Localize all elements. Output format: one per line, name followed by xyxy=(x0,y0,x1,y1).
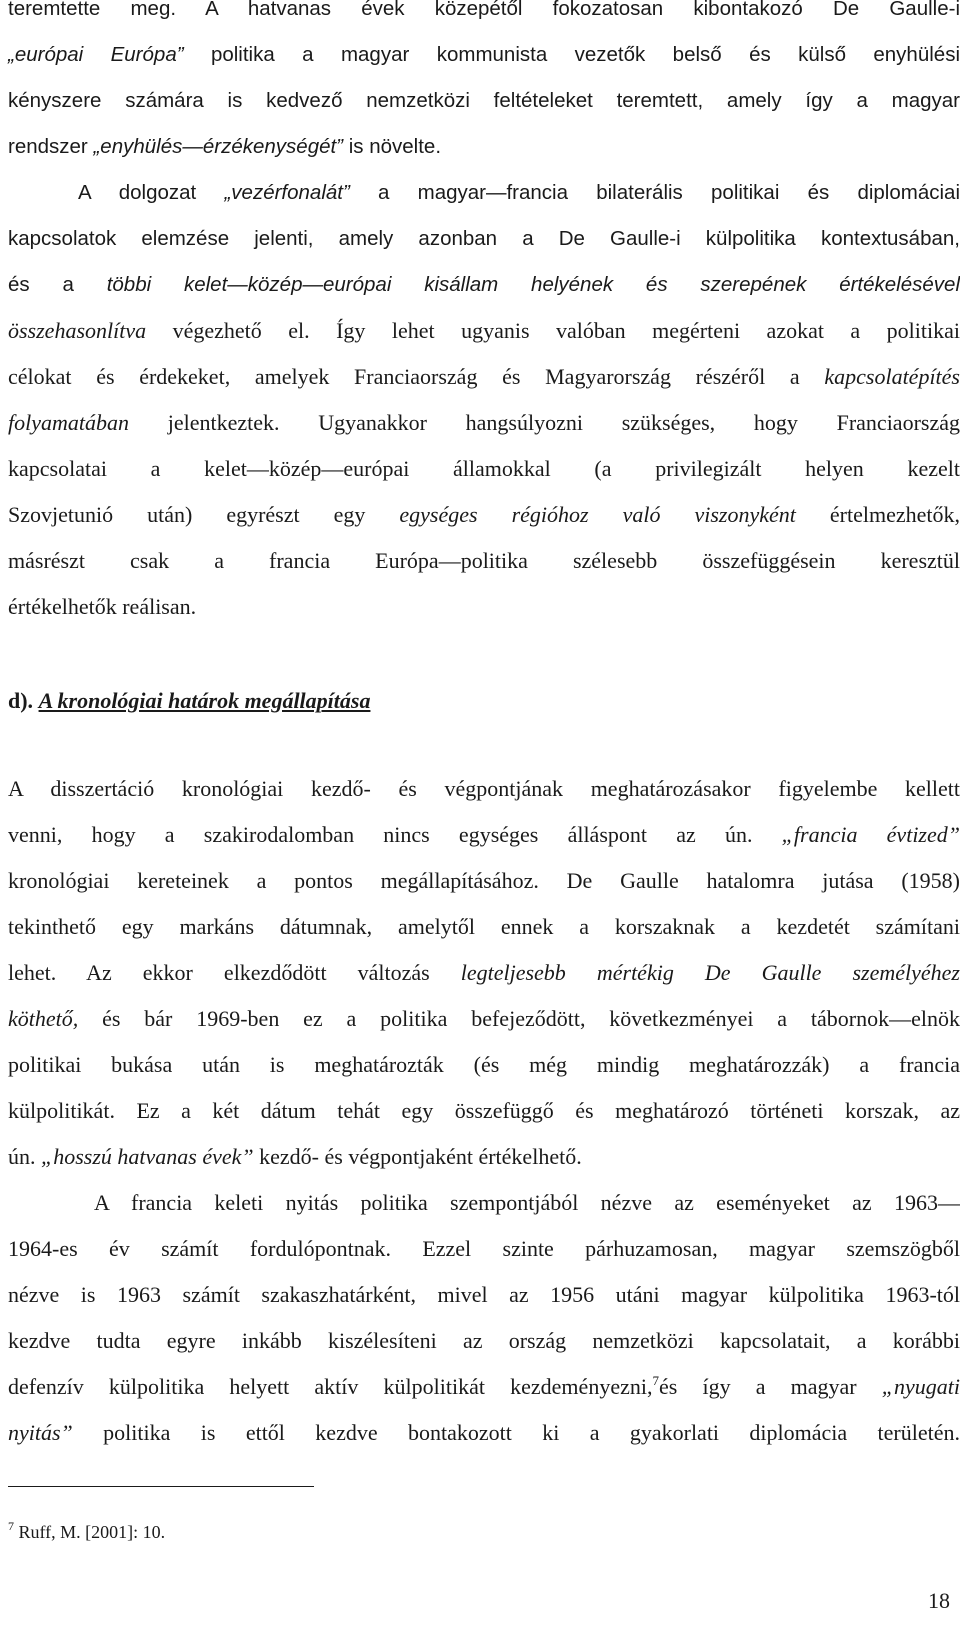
paragraph-2-line: összehasonlítva végezhető el. Így lehet ugyanis valóban megérteni azokat a politikai xyxy=(8,318,960,343)
paragraph-1-line: „európai Európa” politika a magyar kommunista vezetők belső és külső enyhülési xyxy=(8,43,960,66)
paragraph-2-line: másrészt csak a francia Európa—politika szélesebb összefüggésein keresztül xyxy=(8,548,960,573)
section-heading xyxy=(8,688,960,714)
paragraph-4-line: kezdve tudta egyre inkább kiszélesíteni az ország nemzetközi kapcsolatait, a korábbi xyxy=(8,1328,960,1353)
paragraph-3-line: köthető, és bár 1969-ben ez a politika befejeződött, következményei a tábornok—elnök xyxy=(8,1006,960,1031)
paragraph-3-line: venni, hogy a szakirodalomban nincs egységes álláspont az ún. „francia évtized” xyxy=(8,822,960,847)
footnote xyxy=(8,1519,166,1543)
paragraph-1-line: kényszere számára is kedvező nemzetközi feltételeket teremtett, amely így a magyar xyxy=(8,89,960,112)
paragraph-2-line: és a többi kelet—közép—európai kisállam helyének és szerepének értékelésével xyxy=(8,273,960,296)
paragraph-3-line: politikai bukása után is meghatározták (és még mindig meghatározzák) a francia xyxy=(8,1052,960,1077)
paragraph-4-line: A francia keleti nyitás politika szempontjából nézve az eseményeket az 1963— xyxy=(94,1190,960,1215)
paragraph-2-line: Szovjetunió után) egyrészt egy egységes régióhoz való viszonyként értelmezhetők, xyxy=(8,502,960,527)
paragraph-2-line: kapcsolatok elemzése jelenti, amely azonban a De Gaulle-i külpolitika kontextusában, xyxy=(8,227,960,250)
paragraph-2-line: célokat és érdekeket, amelyek Franciaország és Magyarország részéről a kapcsolatépítés xyxy=(8,364,960,389)
paragraph-3-line: kronológiai kereteinek a pontos megállapításához. De Gaulle hatalomra jutása (1958) xyxy=(8,868,960,893)
footnote-reference[interactable]: 7 xyxy=(652,1373,659,1388)
paragraph-4-line: nézve is 1963 számít szakaszhatárként, mivel az 1956 utáni magyar külpolitika 1963-tól xyxy=(8,1282,960,1307)
heading-title: A kronológiai határok megállapítása xyxy=(38,688,371,713)
paragraph-3-line: lehet. Az ekkor elkezdődött változás legteljesebb mértékig De Gaulle személyéhez xyxy=(8,960,960,985)
heading-label: d). xyxy=(8,688,34,713)
paragraph-3-line: A disszertáció kronológiai kezdő- és végpontjának meghatározásakor figyelembe kellett xyxy=(8,776,960,801)
footnote-separator xyxy=(8,1486,314,1487)
paragraph-3-line: tekinthető egy markáns dátumnak, amelytől ennek a korszaknak a kezdetét számítani xyxy=(8,914,960,939)
paragraph-4-line: defenzív külpolitika helyett aktív külpolitikát kezdeményezni,$^7$és így a magyar „nyugati xyxy=(8,1373,960,1399)
paragraph-3-line: ún. „hosszú hatvanas évek” kezdő- és végpontjaként értékelhető. xyxy=(8,1144,582,1169)
page-number: 18 xyxy=(928,1588,950,1613)
paragraph-2-line: értékelhetők reálisan. xyxy=(8,594,197,619)
paragraph-2-line: folyamatában jelentkeztek. Ugyanakkor hangsúlyozni szükséges, hogy Franciaország xyxy=(8,410,960,435)
paragraph-4-line: 1964-es év számít fordulópontnak. Ezzel szinte párhuzamosan, magyar szemszögből xyxy=(8,1236,960,1261)
paragraph-2-line: A dolgozat „vezérfonalát” a magyar—francia bilaterális politikai és diplomáciai xyxy=(78,181,960,204)
paragraph-1-line: teremtette meg. A hatvanas évek közepétől fokozatosan kibontakozó De Gaulle-i xyxy=(8,0,960,20)
paragraph-1-line: rendszer „enyhülés—érzékenységét” is növelte. xyxy=(8,135,442,158)
paragraph-2-line: kapcsolatai a kelet—közép—európai államokkal (a privilegizált helyen kezelt xyxy=(8,456,960,481)
footnote-text: Ruff, M. [2001]: 10. xyxy=(14,1522,166,1542)
paragraph-3-line: külpolitikát. Ez a két dátum tehát egy összefüggő és meghatározó történeti korszak, az xyxy=(8,1098,960,1123)
paragraph-4-line: nyitás” politika is ettől kezdve bontakozott ki a gyakorlati diplomácia területén. xyxy=(8,1420,960,1445)
footnote-number: 7 xyxy=(8,1519,14,1533)
